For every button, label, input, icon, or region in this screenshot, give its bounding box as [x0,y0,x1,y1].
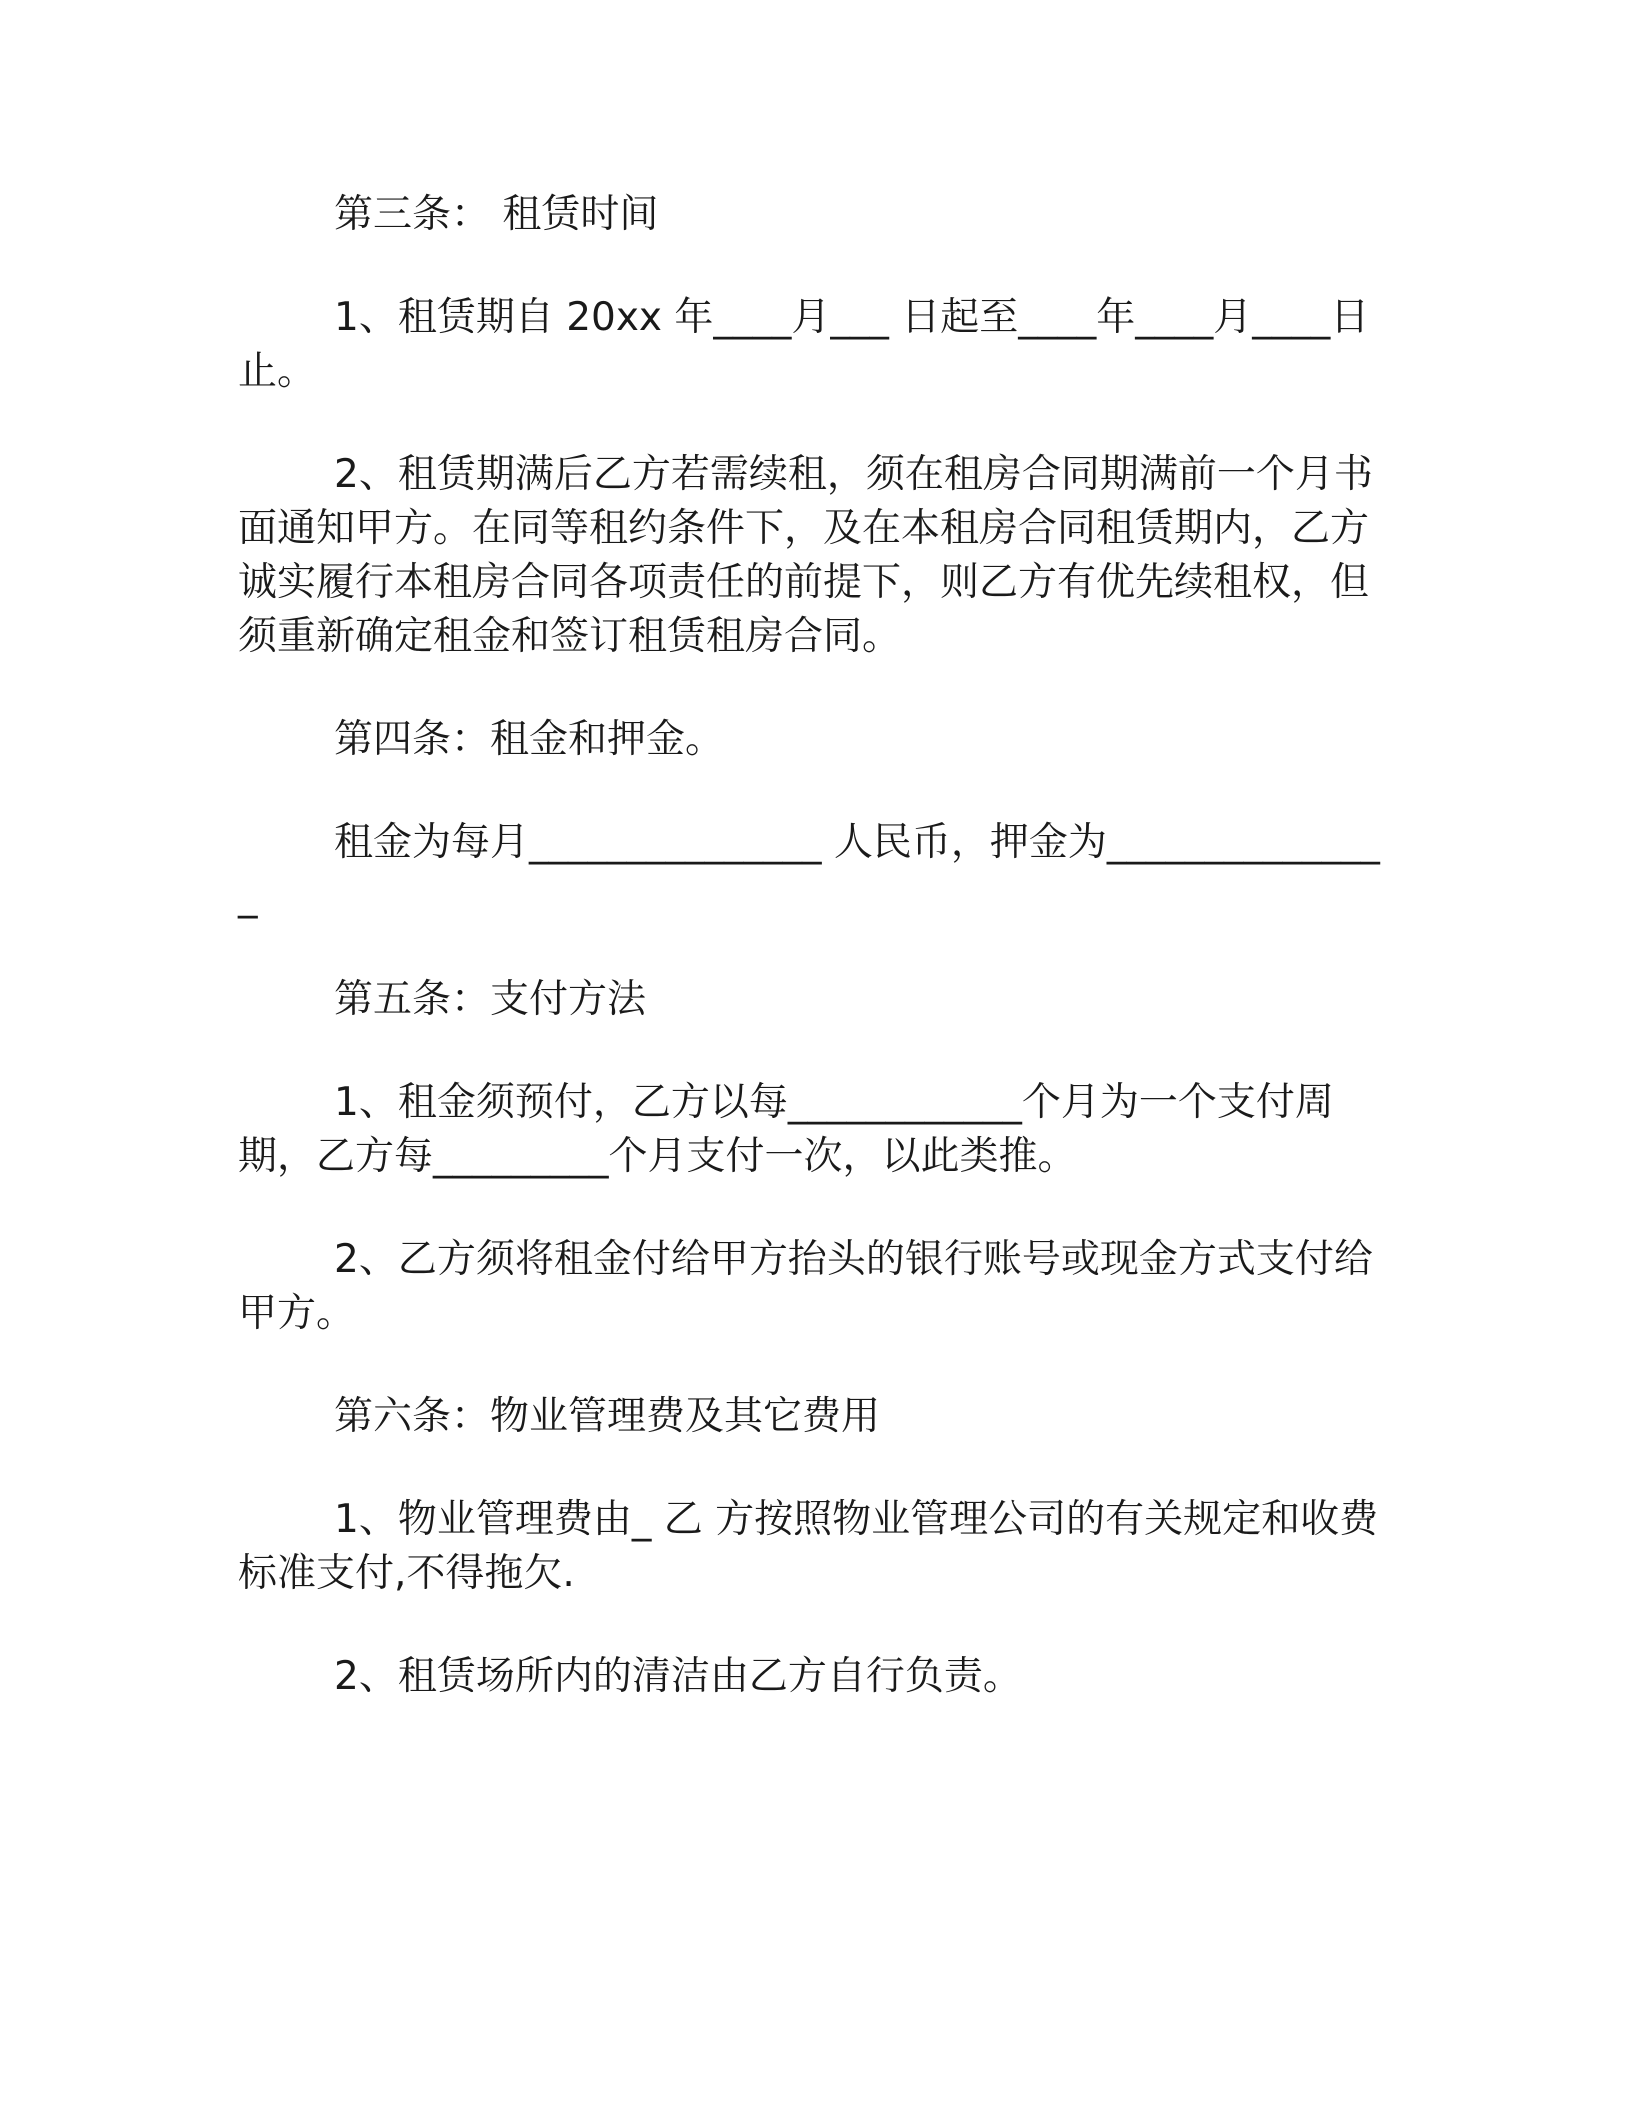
section-3-heading: 第三条： 租赁时间 [334,192,659,237]
section-6-clause-1: 1、物业管理费由_ 乙 方按照物业管理公司的有关规定和收费标准支付,不得拖欠. [238,1497,1379,1596]
section-5-clause-2: 2、乙方须将租金付给甲方抬头的银行账号或现金方式支付给甲方。 [238,1237,1373,1336]
section-4-rent-deposit: 租金为每月_______________ 人民币，押金为_______________ [238,820,1380,919]
section-5-clause-1: 1、租金须预付，乙方以每____________个月为一个支付周期，乙方每_________个月支付一次，以此类推。 [238,1080,1334,1179]
document-body [238,188,1398,1704]
section-4-heading: 第四条：租金和押金。 [334,717,725,762]
section-6-clause-2: 2、租赁场所内的清洁由乙方自行负责。 [334,1654,1022,1699]
section-6-heading: 第六条：物业管理费及其它费用 [334,1394,881,1439]
section-3-clause-1: 1、租赁期自 20xx 年____月___ 日起至____年____月____日止。 [238,295,1370,394]
section-3-clause-2: 2、租赁期满后乙方若需续租，须在租房合同期满前一个月书面通知甲方。在同等租约条件下，及在本租房合同租赁期内，乙方诚实履行本租房合同各项责任的前提下，则乙方有优先续租权，但须重新确定租金和签订租赁租房合同。 [238,452,1373,659]
section-5-heading: 第五条：支付方法 [334,977,647,1022]
